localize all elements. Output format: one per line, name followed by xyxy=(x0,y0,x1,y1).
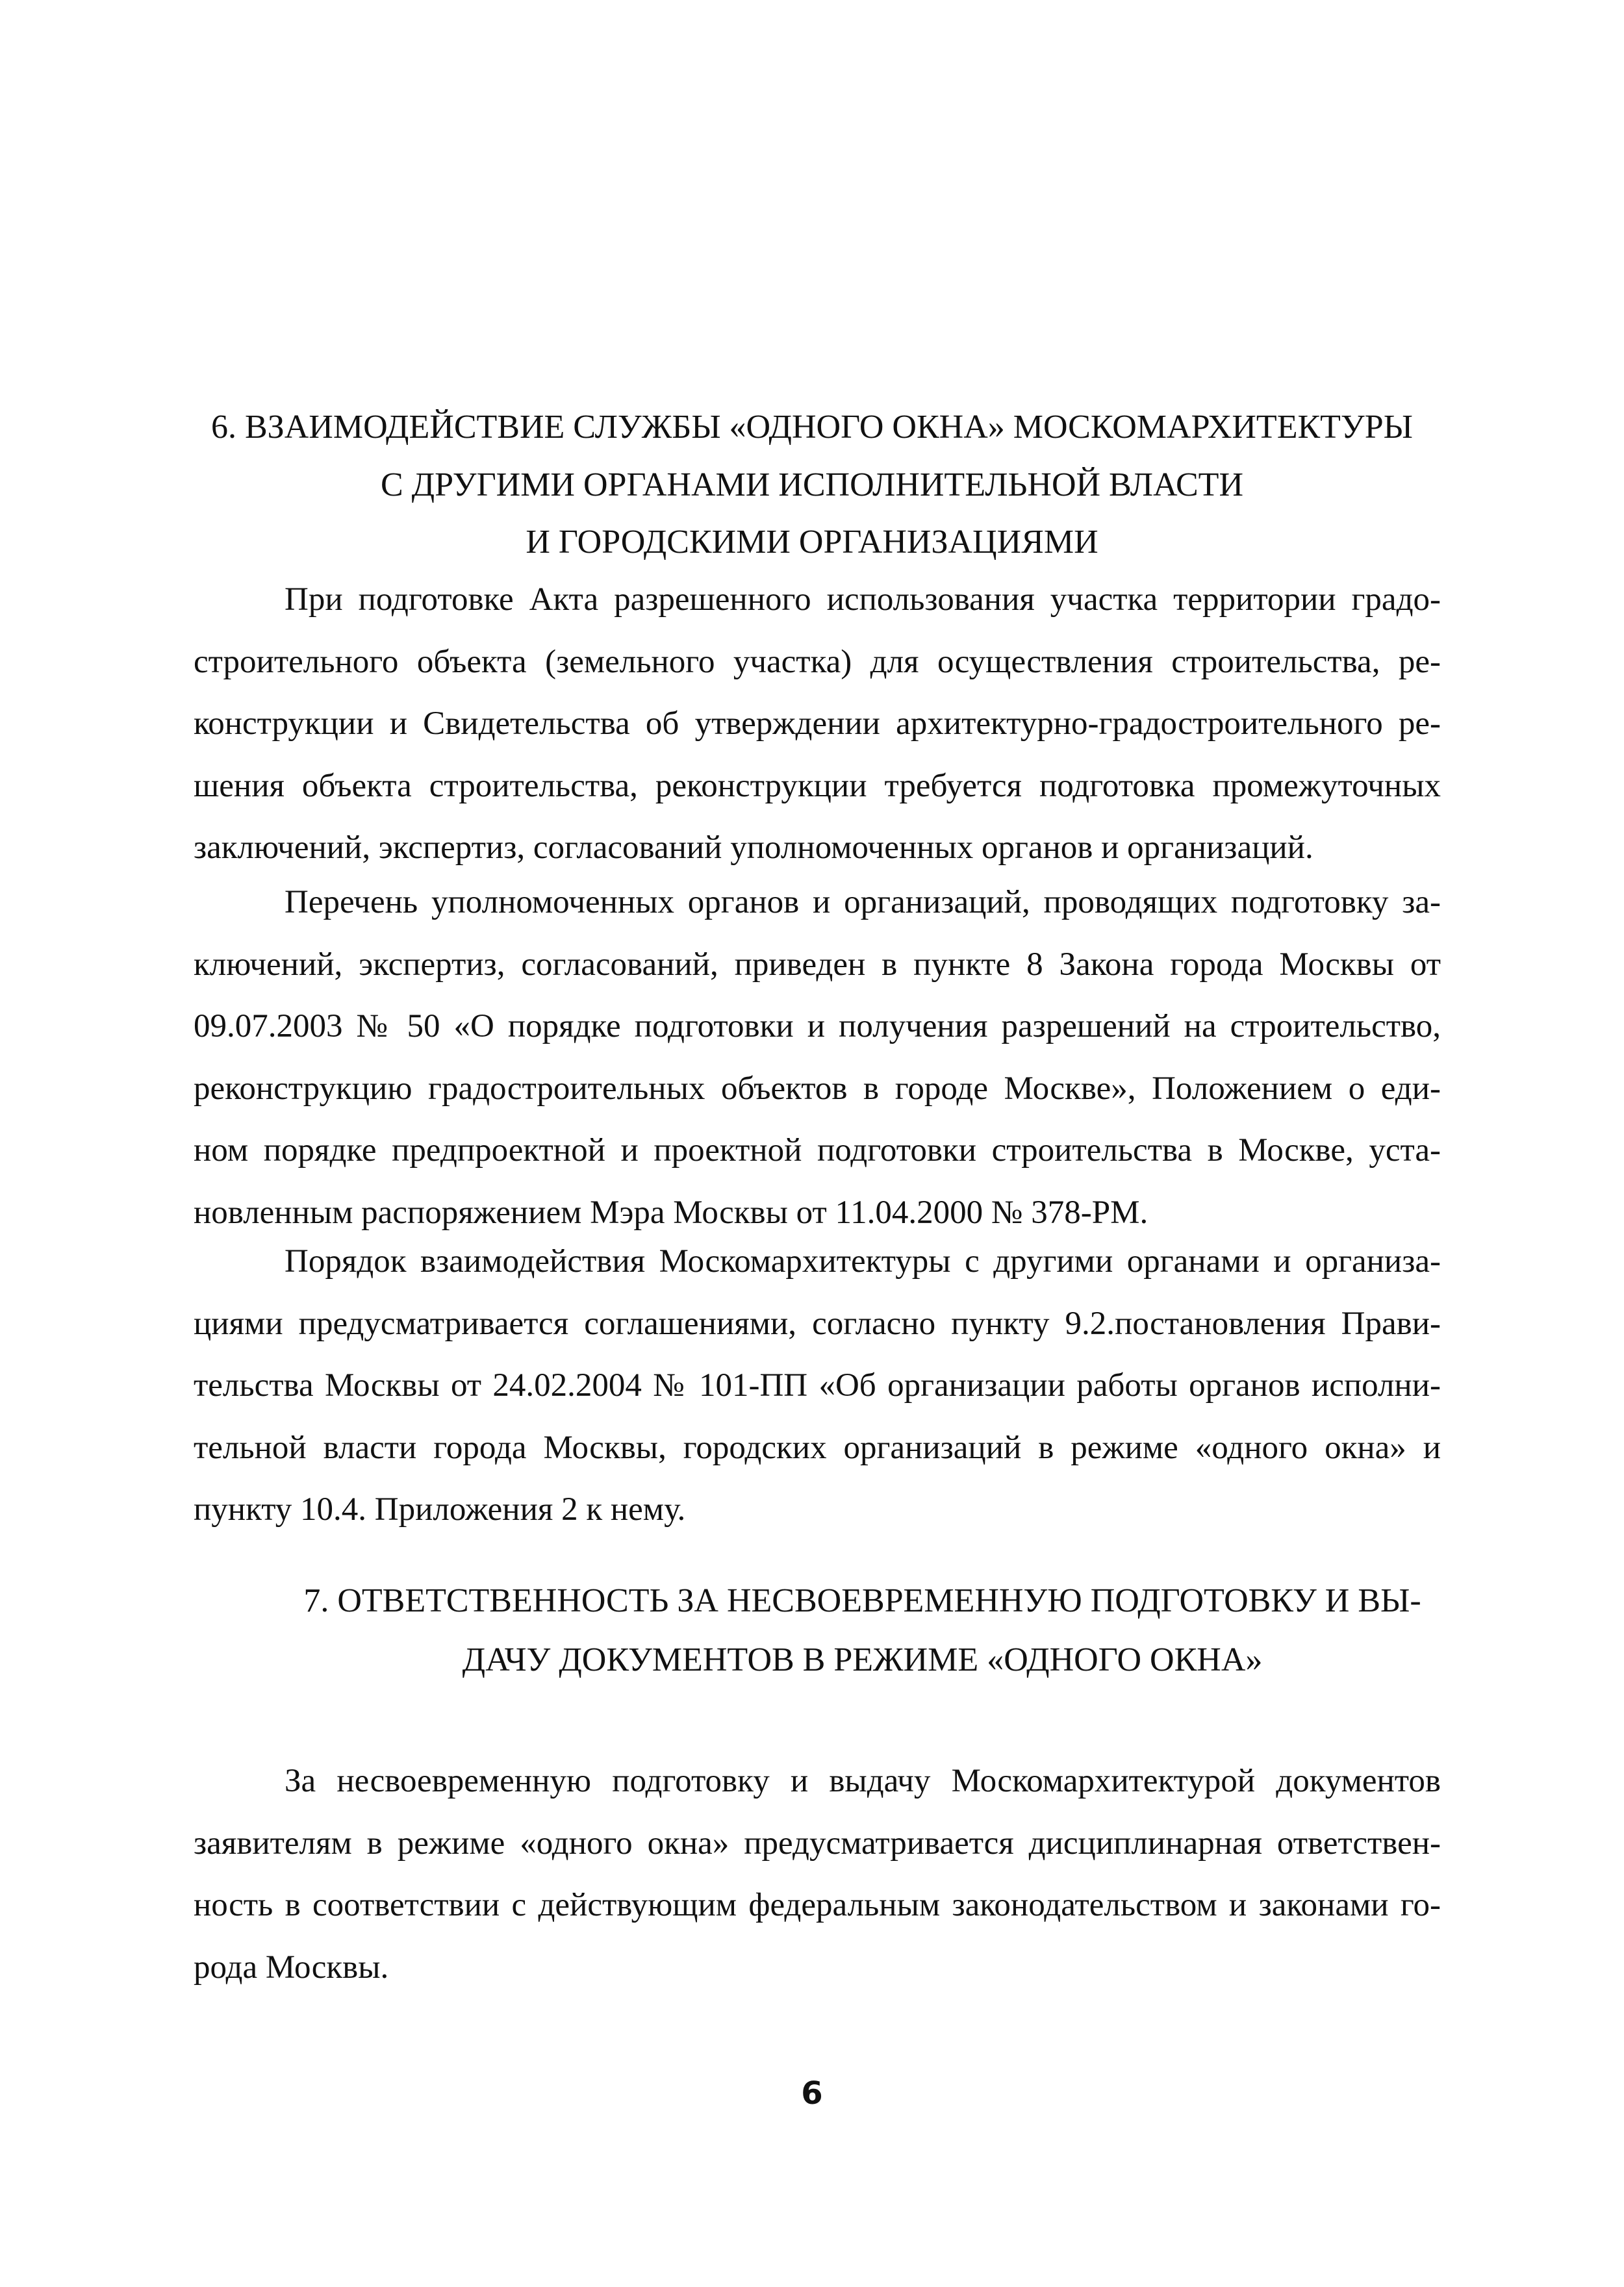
section-7-paragraph-1 xyxy=(194,1750,1441,1999)
text-line: заявителям в режиме «одного окна» предусматривается дисциплинарная ответствен- xyxy=(194,1825,1441,1862)
text-line: тельной власти города Москвы, городских организаций в режиме «одного окна» и xyxy=(194,1429,1441,1466)
text-line: Перечень уполномоченных органов и организаций, проводящих подготовку за- xyxy=(285,884,1441,920)
section-6-paragraph-3 xyxy=(194,1231,1441,1541)
text-line: конструкции и Свидетельства об утверждении архитектурно-градостроительного ре- xyxy=(194,705,1441,742)
page-number: 6 xyxy=(801,2075,823,2112)
section-6-title-line-2: С ДРУГИМИ ОРГАНАМИ ИСПОЛНИТЕЛЬНОЙ ВЛАСТИ xyxy=(380,466,1243,503)
text-line: заключений, экспертиз, согласований уполномоченных органов и организаций. xyxy=(194,829,1313,866)
text-line: циями предусматривается соглашениями, согласно пункту 9.2.постановления Прави- xyxy=(194,1305,1441,1342)
text-line: ключений, экспертиз, согласований, приведен в пункте 8 Закона города Москвы от xyxy=(194,946,1441,983)
section-6-title-line-1: 6. ВЗАИМОДЕЙСТВИЕ СЛУЖБЫ «ОДНОГО ОКНА» МОСКОМАРХИТЕКТУРЫ xyxy=(211,409,1413,446)
text-line: За несвоевременную подготовку и выдачу Москомархитектурой документов xyxy=(285,1763,1441,1799)
text-line: тельства Москвы от 24.02.2004 № 101-ПП «Об организации работы органов исполни- xyxy=(194,1367,1441,1404)
section-7-title-line-1: 7. ОТВЕТСТВЕННОСТЬ ЗА НЕСВОЕВРЕМЕННУЮ ПОДГОТОВКУ И ВЫ- xyxy=(303,1582,1421,1619)
text-line: реконструкцию градостроительных объектов в городе Москве», Положением о еди- xyxy=(194,1070,1441,1107)
text-line: ность в соответствии с действующим федеральным законодательством и законами го- xyxy=(194,1887,1441,1923)
text-line: шения объекта строительства, реконструкции требуется подготовка промежуточных xyxy=(194,767,1441,804)
text-line: ном порядке предпроектной и проектной подготовки строительства в Москве, уста- xyxy=(194,1132,1441,1169)
text-line: строительного объекта (земельного участка) для осуществления строительства, ре- xyxy=(194,643,1441,680)
text-line: 09.07.2003 № 50 «О порядке подготовки и получения разрешений на строительство, xyxy=(194,1008,1441,1044)
section-6-title-line-3: И ГОРОДСКИМИ ОРГАНИЗАЦИЯМИ xyxy=(526,524,1098,561)
section-6-paragraph-1 xyxy=(194,569,1441,879)
section-7-title-line-2: ДАЧУ ДОКУМЕНТОВ В РЕЖИМЕ «ОДНОГО ОКНА» xyxy=(462,1641,1263,1678)
text-line: При подготовке Акта разрешенного использования участка территории градо- xyxy=(285,581,1441,618)
text-line: Порядок взаимодействия Москомархитектуры с другими органами и организа- xyxy=(285,1243,1441,1280)
text-line: рода Москвы. xyxy=(194,1949,389,1986)
text-line: пункту 10.4. Приложения 2 к нему. xyxy=(194,1491,686,1528)
section-6-paragraph-2 xyxy=(194,872,1441,1244)
text-line: новленным распоряжением Мэра Москвы от 11.04.2000 № 378-РМ. xyxy=(194,1194,1148,1231)
